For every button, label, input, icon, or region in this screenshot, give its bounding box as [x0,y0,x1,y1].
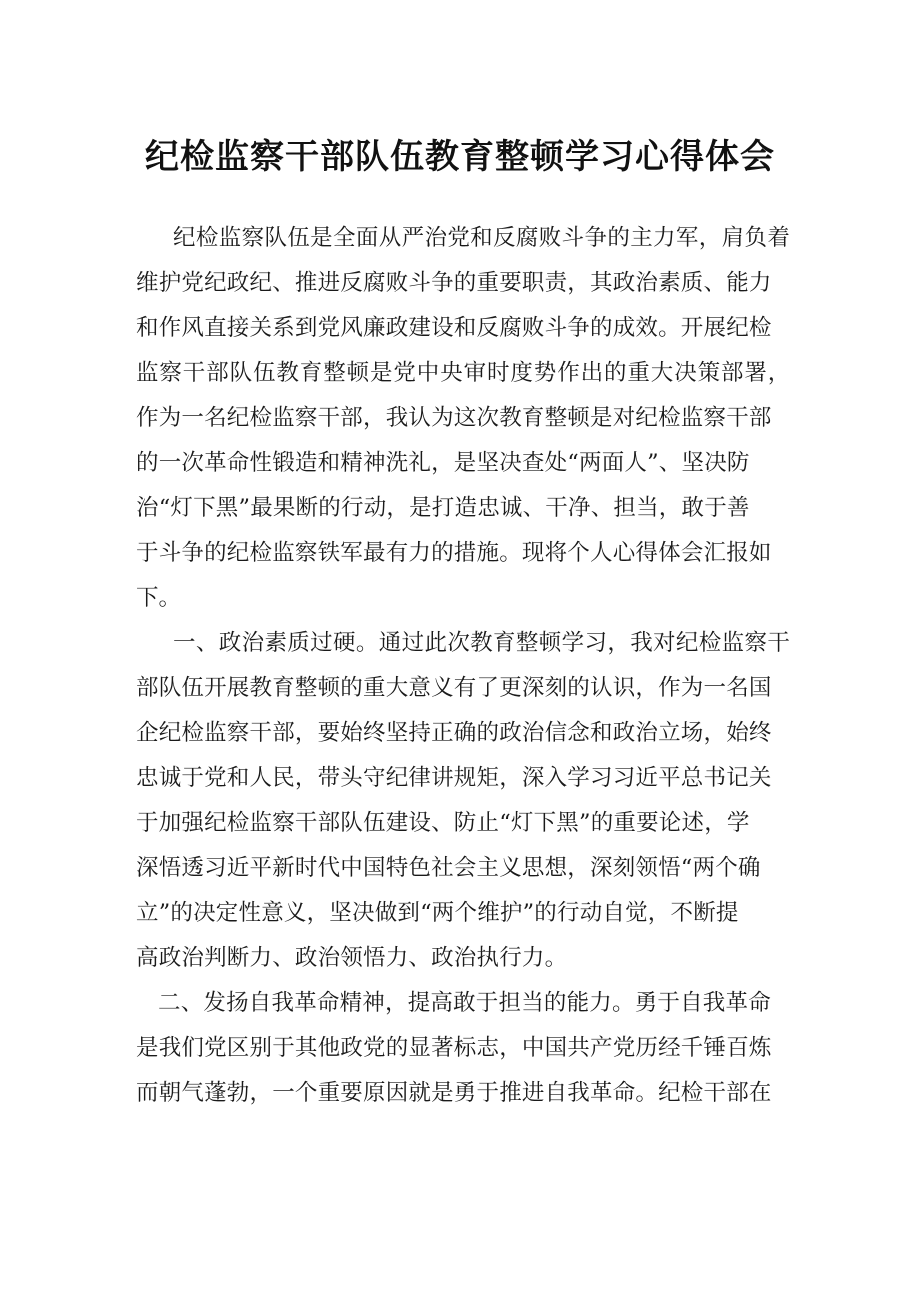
paragraph-2-line-4: 忠诚于党和人民，带头守纪律讲规矩，深入学习习近平总书记关 [136,765,772,791]
paragraph-1-line-4: 监察干部队伍教育整顿是党中央审时度势作出的重大决策部署， [136,360,792,386]
paragraph-1-line-8: 于斗争的纪检监察铁军最有力的措施。现将个人心得体会汇报如 [136,540,772,566]
document-title: 纪检监察干部队伍教育整顿学习心得体会 [145,137,775,177]
paragraph-2-line-1: 一、政治素质过硬。通过此次教育整顿学习，我对纪检监察干 [173,630,791,656]
paragraph-1-line-9: 下。 [136,585,182,611]
paragraph-1-line-3: 和作风直接关系到党风廉政建设和反腐败斗争的成效。开展纪检 [136,315,772,341]
paragraph-2-line-6: 深悟透习近平新时代中国特色社会主义思想，深刻领悟“两个确 [136,855,761,881]
paragraph-2-line-5: 于加强纪检监察干部队伍建设、防止“灯下黑”的重要论述，学 [136,810,750,836]
paragraph-1-line-6: 的一次革命性锻造和精神洗礼，是坚决查处“两面人”、坚决防 [136,450,750,476]
paragraph-1-line-5: 作为一名纪检监察干部，我认为这次教育整顿是对纪检监察干部 [136,405,772,431]
paragraph-3-line-3: 而朝气蓬勃，一个重要原因就是勇于推进自我革命。纪检干部在 [136,1080,772,1106]
paragraph-2-line-8: 高政治判断力、政治领悟力、政治执行力。 [136,945,568,971]
paragraph-3-line-1: 二、发扬自我革命精神，提高敢于担当的能力。勇于自我革命 [158,990,771,1016]
paragraph-2-line-7: 立”的决定性意义，坚决做到“两个维护”的行动自觉，不断提 [136,900,739,926]
paragraph-1-line-7: 治“灯下黑”最果断的行动，是打造忠诚、干净、担当，敢于善 [136,495,750,521]
paragraph-2-line-3: 企纪检监察干部，要始终坚持正确的政治信念和政治立场，始终 [136,720,772,746]
paragraph-2-line-2: 部队伍开展教育整顿的重大意义有了更深刻的认识，作为一名国 [136,675,772,701]
paragraph-1-line-1: 纪检监察队伍是全面从严治党和反腐败斗争的主力军，肩负着 [173,225,791,251]
paragraph-3-line-2: 是我们党区别于其他政党的显著标志，中国共产党历经千锤百炼 [136,1035,772,1061]
paragraph-1-line-2: 维护党纪政纪、推进反腐败斗争的重要职责，其政治素质、能力 [136,270,772,296]
